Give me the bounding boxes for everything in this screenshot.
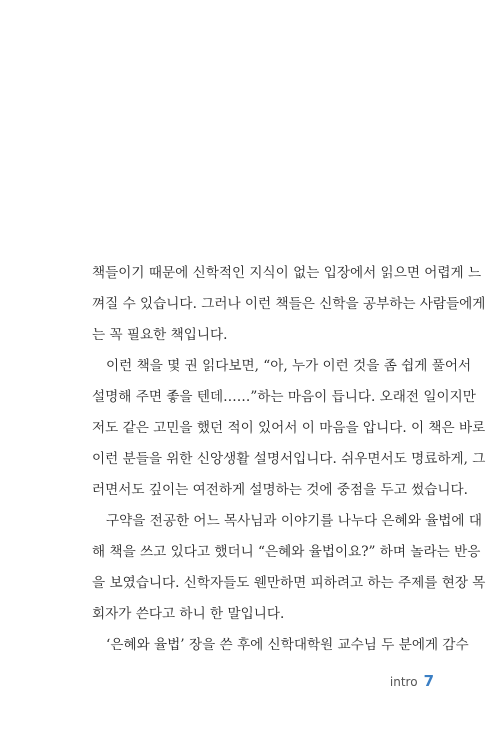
- page-footer: [390, 672, 434, 690]
- text-line: 해 책을 쓰고 있다고 했더니 “은혜와 율법이요?” 하며 놀라는 반응: [92, 544, 481, 560]
- text-line: 껴질 수 있습니다. 그러나 이런 책들은 신학을 공부하는 사람들에게: [92, 296, 486, 312]
- text-line: 저도 같은 고민을 했던 적이 있어서 이 마음을 압니다. 이 책은 바로: [92, 420, 486, 436]
- text-line: 이런 책을 몇 권 읽다보면, “아, 누가 이런 것을 좀 쉽게 풀어서: [106, 358, 472, 374]
- text-line: 책들이기 때문에 신학적인 지식이 없는 입장에서 읽으면 어렵게 느: [92, 265, 482, 281]
- text-line: 구약을 전공한 어느 목사님과 이야기를 나누다 은혜와 율법에 대: [106, 513, 482, 529]
- text-line: 을 보였습니다. 신학자들도 웬만하면 피하려고 하는 주제를 현장 목: [92, 575, 486, 591]
- section-label: intro: [389, 675, 418, 689]
- text-line: 이런 분들을 위한 신앙생활 설명서입니다. 쉬우면서도 명료하게, 그: [92, 451, 486, 467]
- text-line: 회자가 쓴다고 하니 한 말입니다.: [92, 606, 285, 622]
- page-number: 7: [423, 672, 434, 690]
- text-line: 설명해 주면 좋을 텐데……”하는 마음이 듭니다. 오래전 일이지만: [92, 389, 476, 405]
- text-line: 러면서도 깊이는 여전하게 설명하는 것에 중점을 두고 썼습니다.: [92, 482, 468, 498]
- text-line: ‘은혜와 율법’ 장을 쓴 후에 신학대학원 교수님 두 분에게 감수: [106, 637, 469, 653]
- text-line: 는 꼭 필요한 책입니다.: [92, 327, 228, 343]
- body-text: [92, 258, 486, 661]
